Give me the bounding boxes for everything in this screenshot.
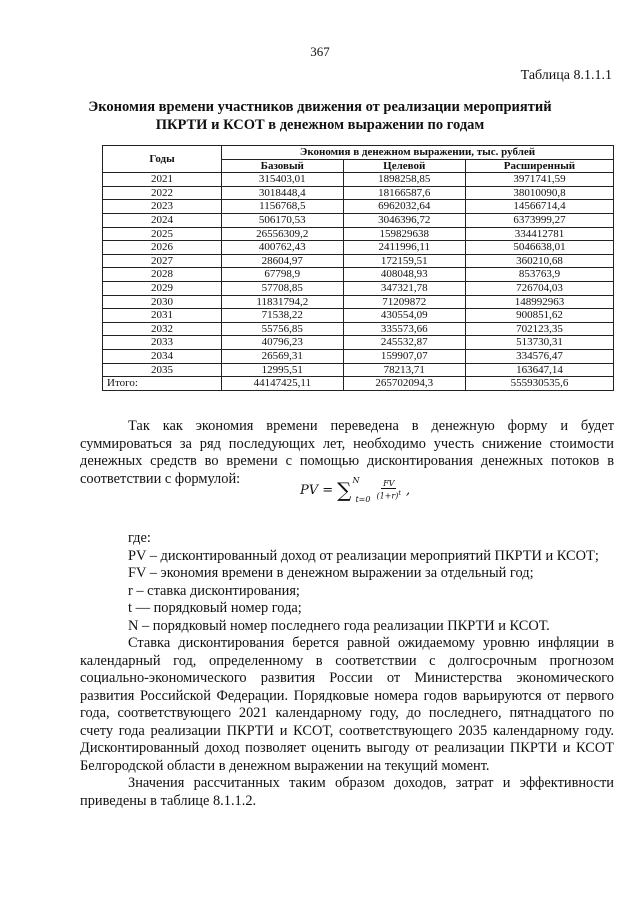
cell-year: 2026 — [103, 241, 222, 255]
cell-base: 57708,85 — [222, 281, 344, 295]
cell-year: 2033 — [103, 336, 222, 350]
header-base: Базовый — [222, 159, 344, 173]
table-title-line-2: ПКРТИ и КСОТ в денежном выражении по годам — [155, 117, 485, 133]
formula-denominator-base: (1+r) — [376, 491, 399, 501]
table-row — [103, 322, 614, 336]
table-row — [103, 227, 614, 241]
definition-pv: PV – дисконтированный доход от реализации мероприятий ПКРТИ и КСОТ; — [128, 547, 599, 564]
cell-target: 159907,07 — [343, 349, 465, 363]
pv-formula — [300, 475, 411, 504]
formula-fraction — [374, 479, 403, 501]
header-group: Экономия в денежном выражении, тыс. рублей — [222, 146, 614, 160]
table-row — [103, 200, 614, 214]
cell-base: 26569,31 — [222, 349, 344, 363]
where-label: где: — [128, 530, 151, 546]
table-row — [103, 254, 614, 268]
table-row — [103, 186, 614, 200]
cell-target: 18166587,6 — [343, 186, 465, 200]
cell-target: 335573,66 — [343, 322, 465, 336]
cell-extended: 853763,9 — [465, 268, 613, 282]
cell-base: 40796,23 — [222, 336, 344, 350]
table-row — [103, 336, 614, 350]
cell-target: 430554,09 — [343, 309, 465, 323]
table-row — [103, 295, 614, 309]
cell-year: 2024 — [103, 213, 222, 227]
table-label: Таблица 8.1.1.1 — [520, 68, 612, 83]
cell-year: 2028 — [103, 268, 222, 282]
cell-extended: 702123,35 — [465, 322, 613, 336]
cell-base: 1156768,5 — [222, 200, 344, 214]
table-title-line-1: Экономия времени участников движения от реализации мероприятий — [88, 99, 552, 115]
cell-base: 315403,01 — [222, 173, 344, 187]
cell-extended: 726704,03 — [465, 281, 613, 295]
cell-year: 2035 — [103, 363, 222, 377]
cell-extended: 334576,47 — [465, 349, 613, 363]
definitions-block — [80, 530, 614, 810]
cell-target: 408048,93 — [343, 268, 465, 282]
cell-base: 12995,51 — [222, 363, 344, 377]
cell-target: 71209872 — [343, 295, 465, 309]
cell-base: 71538,22 — [222, 309, 344, 323]
cell-year: 2030 — [103, 295, 222, 309]
cell-extended: 163647,14 — [465, 363, 613, 377]
table-row — [103, 349, 614, 363]
cell-target: 6962032,64 — [343, 200, 465, 214]
cell-base: 26556309,2 — [222, 227, 344, 241]
formula-exponent: t — [398, 489, 402, 498]
formula-sigma: ∑ — [337, 478, 352, 502]
header-target: Целевой — [343, 159, 465, 173]
table-row — [103, 268, 614, 282]
formula-trailing: , — [406, 482, 411, 498]
cell-target: 245532,87 — [343, 336, 465, 350]
cell-base: 506170,53 — [222, 213, 344, 227]
cell-target: 78213,71 — [343, 363, 465, 377]
cell-base: 28604,97 — [222, 254, 344, 268]
cell-extended: 900851,62 — [465, 309, 613, 323]
total-row — [103, 377, 614, 391]
total-label: Итого: — [103, 377, 222, 391]
table-title — [60, 98, 580, 134]
cell-year: 2023 — [103, 200, 222, 214]
cell-year: 2025 — [103, 227, 222, 241]
definition-r: r – ставка дисконтирования; — [128, 582, 300, 599]
cell-base: 3018448,4 — [222, 186, 344, 200]
table-body — [103, 173, 614, 377]
total-extended: 555930535,6 — [465, 377, 613, 391]
cell-extended: 3971741,59 — [465, 173, 613, 187]
total-base: 44147425,11 — [222, 377, 344, 391]
cell-year: 2029 — [103, 281, 222, 295]
formula-upper-limit: N — [352, 475, 360, 485]
cell-target: 159829638 — [343, 227, 465, 241]
cell-year: 2021 — [103, 173, 222, 187]
formula-lhs: PV = — [300, 482, 334, 498]
cell-target: 172159,51 — [343, 254, 465, 268]
cell-extended: 5046638,01 — [465, 241, 613, 255]
cell-base: 400762,43 — [222, 241, 344, 255]
table-row — [103, 309, 614, 323]
cell-extended: 6373999,27 — [465, 213, 613, 227]
cell-year: 2027 — [103, 254, 222, 268]
cell-extended: 14566714,4 — [465, 200, 613, 214]
definition-fv: FV – экономия времени в денежном выражении за отдельный год; — [128, 565, 534, 581]
table-row — [103, 363, 614, 377]
header-years: Годы — [103, 146, 222, 173]
paragraph-discount-rate: Ставка дисконтирования берется равной ожидаемому уровню инфляции в календарный год, определенному в соответствии с долгосрочным прогнозом социально-экономического развития России от Министерства экономического развития Российской Федерации. Порядковые номера годов варьируются от первого года, соответствующего 2021 календарному году, до последнего, пятнадцатого по счету года реализации ПКРТИ и КСОТ, соответствующего 2035 календарному году. Дисконтированный доход позволяет оценить выгоду от реализации ПКРТИ и КСОТ Белгородской области в денежном выражении на текущий момент. — [80, 635, 614, 774]
cell-base: 55756,85 — [222, 322, 344, 336]
definition-t: t — порядковый номер года; — [128, 600, 302, 616]
total-target: 265702094,3 — [343, 377, 465, 391]
cell-extended: 148992963 — [465, 295, 613, 309]
formula-denominator — [374, 489, 403, 501]
cell-extended: 334412781 — [465, 227, 613, 241]
table-row — [103, 241, 614, 255]
table-row — [103, 213, 614, 227]
formula-lower-limit: t=0 — [355, 494, 371, 504]
cell-base: 11831794,2 — [222, 295, 344, 309]
cell-year: 2022 — [103, 186, 222, 200]
header-extended: Расширенный — [465, 159, 613, 173]
page-number: 367 — [310, 44, 330, 59]
cell-base: 67798,9 — [222, 268, 344, 282]
table-row — [103, 281, 614, 295]
paragraph-discounting-intro: Так как экономия времени переведена в денежную форму и будет суммироваться за ряд последующих лет, необходимо учесть снижение стоимости денежных средств во времени с помощью дисконтирования денежных потоков в соответствии с формулой: — [80, 418, 614, 487]
definition-n: N – порядковый номер последнего года реализации ПКРТИ и КСОТ. — [128, 617, 550, 634]
economy-table — [102, 145, 614, 391]
table-row — [103, 173, 614, 187]
cell-year: 2032 — [103, 322, 222, 336]
cell-year: 2034 — [103, 349, 222, 363]
formula-numerator: FV — [383, 479, 395, 489]
cell-year: 2031 — [103, 309, 222, 323]
cell-target: 3046396,72 — [343, 213, 465, 227]
cell-target: 1898258,85 — [343, 173, 465, 187]
paragraph-results-reference: Значения рассчитанных таким образом доходов, затрат и эффективности приведены в таблице 8.1.1.2. — [80, 775, 614, 809]
cell-extended: 360210,68 — [465, 254, 613, 268]
cell-target: 2411996,11 — [343, 241, 465, 255]
cell-extended: 513730,31 — [465, 336, 613, 350]
cell-target: 347321,78 — [343, 281, 465, 295]
cell-extended: 38010090,8 — [465, 186, 613, 200]
